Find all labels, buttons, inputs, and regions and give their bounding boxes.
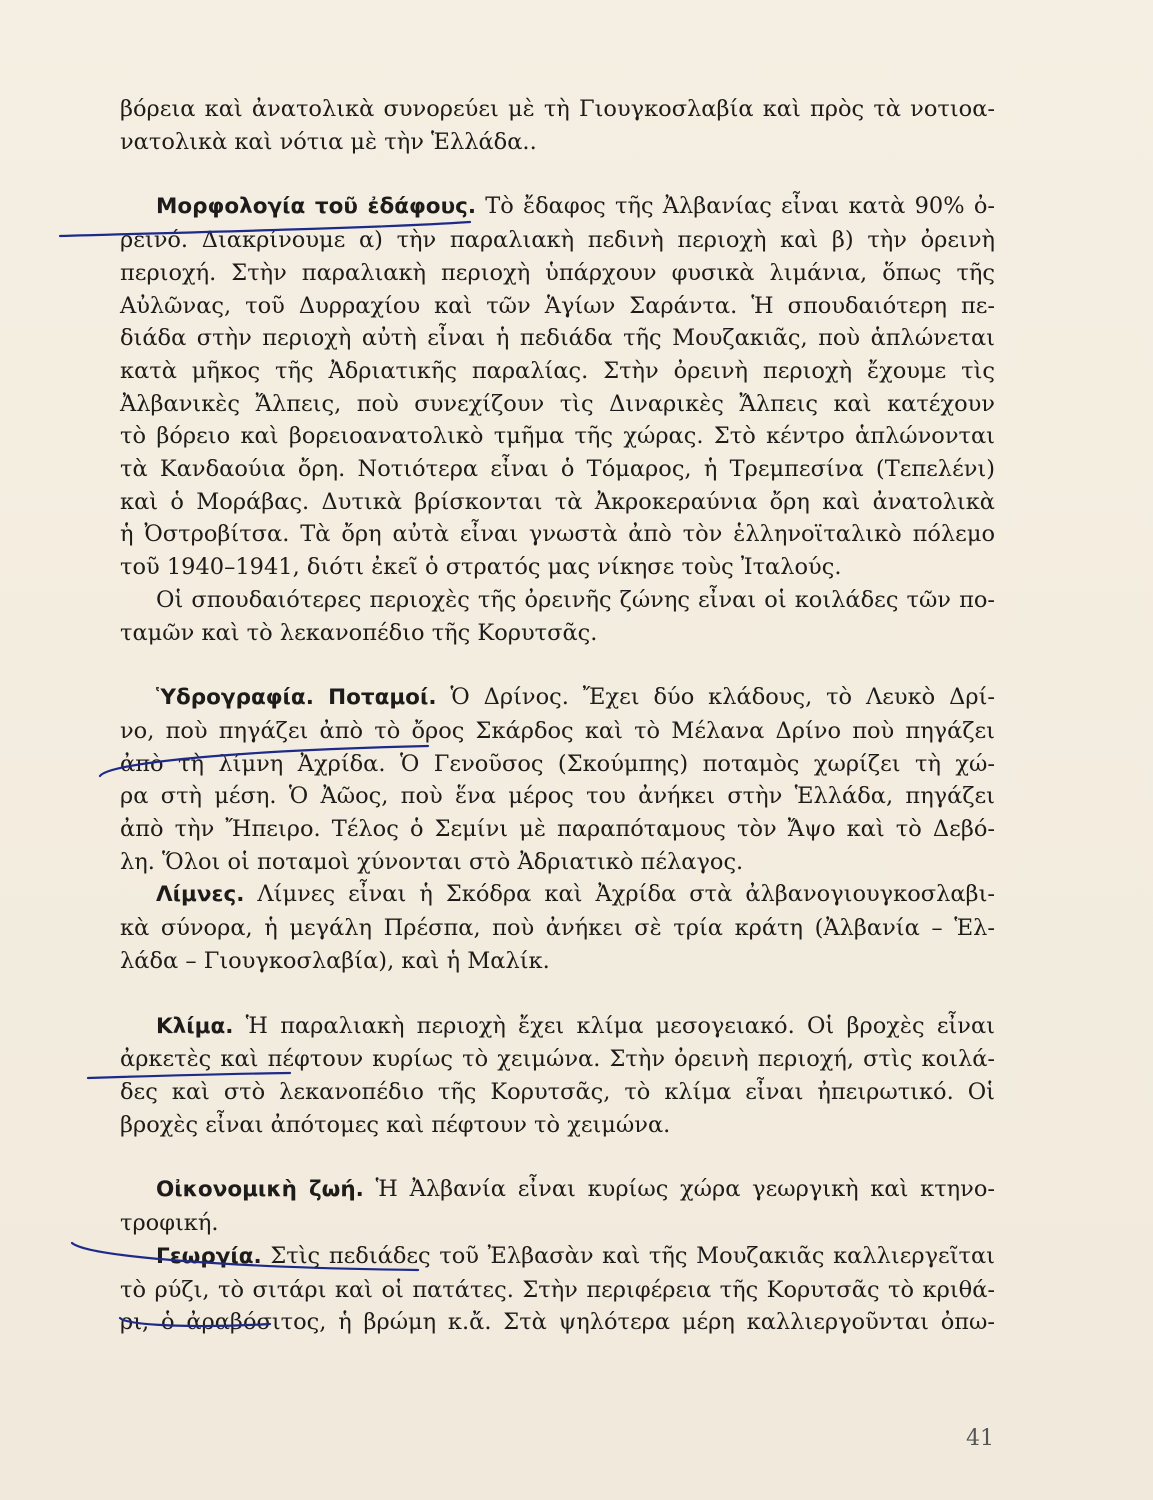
text-line: νο, ποὺ πηγάζει ἀπὸ τὸ ὄρος Σκάρδος καὶ τὸ Μέλανα Δρίνο ποὺ πηγάζει xyxy=(120,717,995,744)
text-line: βόρεια καὶ ἀνατολικὰ συνορεύει μὲ τὴ Γιουγκοσλαβία καὶ πρὸς τὰ νοτιοα- xyxy=(120,96,995,122)
text-line: τὸ ρύζι, τὸ σιτάρι καὶ οἱ πατάτες. Στὴν περιφέρεια τῆς Κορυτσᾶς τὸ κριθά- xyxy=(120,1276,995,1303)
text-line: δες καὶ στὸ λεκανοπέδιο τῆς Κορυτσᾶς, τὸ κλίμα εἶναι ἠπειρωτικό. Οἱ xyxy=(120,1078,995,1105)
text-line: Μορφολογία τοῦ ἐδάφους. Τὸ ἔδαφος τῆς Ἀλβανίας εἶναι κατὰ 90% ὀ- xyxy=(156,193,995,220)
section-heading-agriculture: Γεωργία. xyxy=(156,1243,262,1269)
text-line: ταμῶν καὶ τὸ λεκανοπέδιο τῆς Κορυτσᾶς. xyxy=(120,619,598,646)
section-heading-lakes: Λίμνες. xyxy=(156,882,245,908)
text-line: Ὑδρογραφία. Ποταμοί. Ὁ Δρίνος. Ἔχει δύο κλάδους, τὸ Λευκὸ Δρί- xyxy=(156,684,995,711)
text-line: Κλίμα. Ἡ παραλιακὴ περιοχὴ ἔχει κλίμα μεσογειακό. Οἱ βροχὲς εἶναι xyxy=(156,1012,995,1039)
text-line: νατολικὰ καὶ νότια μὲ τὴν Ἑλλάδα.. xyxy=(120,128,537,155)
text-line: διάδα στὴν περιοχὴ αὐτὴ εἶναι ἡ πεδιάδα τῆς Μουζακιᾶς, ποὺ ἁπλώνεται xyxy=(120,325,995,352)
page-text xyxy=(120,93,995,1339)
text-line: τροφική. xyxy=(120,1210,219,1237)
section-heading-climate: Κλίμα. xyxy=(156,1013,234,1039)
text-line: ἀπὸ τὴ λίμνη Ἀχρίδα. Ὁ Γενοῦσος (Σκούμπης) ποταμὸς χωρίζει τὴ χώ- xyxy=(120,750,995,777)
text-line: λάδα – Γιουγκοσλαβία), καὶ ἡ Μαλίκ. xyxy=(120,947,550,974)
text-line: Ἀλβανικὲς Ἄλπεις, ποὺ συνεχίζουν τὶς Διναρικὲς Ἄλπεις καὶ κατέχουν xyxy=(120,390,995,417)
text-line: Γεωργία. Στὶς πεδιάδες τοῦ Ἐλβασὰν καὶ τῆς Μουζακιᾶς καλλιεργεῖται xyxy=(156,1242,995,1269)
page-number: 41 xyxy=(966,1426,994,1451)
text-line: Λίμνες. Λίμνες εἶναι ἡ Σκόδρα καὶ Ἀχρίδα στὰ ἀλβανογιουγκοσλαβι- xyxy=(156,881,995,908)
section-heading-economy: Οἰκονομικὴ ζωή. xyxy=(156,1177,364,1203)
text-line: ρα στὴ μέση. Ὁ Ἀῶος, ποὺ ἕνα μέρος του ἀνήκει στὴν Ἑλλάδα, πηγάζει xyxy=(120,783,995,810)
text-line: Οἰκονομικὴ ζωή. Ἡ Ἀλβανία εἶναι κυρίως χώρα γεωργικὴ καὶ κτηνο- xyxy=(156,1176,995,1203)
text-line: περιοχή. Στὴν παραλιακὴ περιοχὴ ὑπάρχουν φυσικὰ λιμάνια, ὅπως τῆς xyxy=(120,259,995,286)
text-line: καὶ ὁ Μοράβας. Δυτικὰ βρίσκονται τὰ Ἀκροκεραύνια ὄρη καὶ ἀνατολικὰ xyxy=(120,488,995,515)
text-line: κὰ σύνορα, ἡ μεγάλη Πρέσπα, ποὺ ἀνήκει σὲ τρία κράτη (Ἀλβανία – Ἑλ- xyxy=(120,915,995,942)
text-line: τοῦ 1940–1941, διότι ἐκεῖ ὁ στρατός μας νίκησε τοὺς Ἰταλούς. xyxy=(120,554,842,581)
text-line: ἡ Ὀστροβίτσα. Τὰ ὄρη αὐτὰ εἶναι γνωστὰ ἀπὸ τὸν ἑλληνοϊταλικὸ πόλεμο xyxy=(120,521,995,548)
text-line: λη. Ὅλοι οἱ ποταμοὶ χύνονται στὸ Ἀδριατικὸ πέλαγος. xyxy=(120,848,744,875)
text-line: κατὰ μῆκος τῆς Ἀδριατικῆς παραλίας. Στὴν ὀρεινὴ περιοχὴ ἔχουμε τὶς xyxy=(120,357,995,384)
text-line: ρι, ὁ ἀραβόσιτος, ἡ βρώμη κ.ἄ. Στὰ ψηλότερα μέρη καλλιεργοῦνται ὀπω- xyxy=(120,1309,995,1336)
text-line: βροχὲς εἶναι ἀπότομες καὶ πέφτουν τὸ χειμώνα. xyxy=(120,1111,671,1138)
text-line: ἀρκετὲς καὶ πέφτουν κυρίως τὸ χειμώνα. Στὴν ὀρεινὴ περιοχή, στὶς κοιλά- xyxy=(120,1046,995,1073)
section-heading-hydrography: Ὑδρογραφία. Ποταμοί. xyxy=(156,685,437,711)
text-line: ἀπὸ τὴν Ἤπειρο. Τέλος ὁ Σεμίνι μὲ παραπόταμους τὸν Ἄψο καὶ τὸ Δεβό- xyxy=(120,816,995,843)
text-line: Οἱ σπουδαιότερες περιοχὲς τῆς ὀρεινῆς ζώνης εἶναι οἱ κοιλάδες τῶν πο- xyxy=(156,586,995,613)
text-line: τὸ βόρειο καὶ βορειοανατολικὸ τμῆμα τῆς χώρας. Στὸ κέντρο ἁπλώνονται xyxy=(120,423,995,450)
section-heading-morphology: Μορφολογία τοῦ ἐδάφους. xyxy=(156,194,477,220)
text-line: τὰ Κανδαούια ὄρη. Νοτιότερα εἶναι ὁ Τόμαρος, ἡ Τρεμπεσίνα (Τεπελένι) xyxy=(120,456,995,483)
text-line: ρεινό. Διακρίνουμε α) τὴν παραλιακὴ πεδινὴ περιοχὴ καὶ β) τὴν ὀρεινὴ xyxy=(120,227,995,254)
text-line: Αὐλῶνας, τοῦ Δυρραχίου καὶ τῶν Ἁγίων Σαράντα. Ἡ σπουδαιότερη πε- xyxy=(120,292,995,319)
